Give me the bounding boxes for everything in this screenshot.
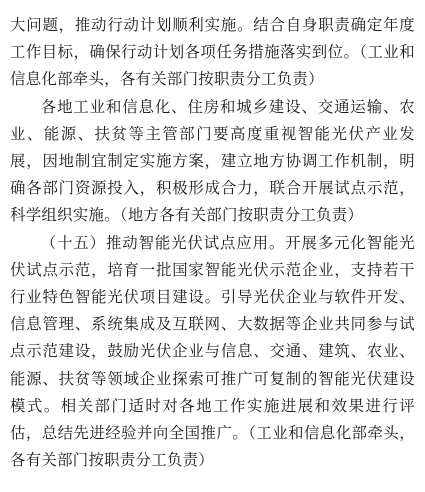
- paragraph-local-departments: 各地工业和信息化、住房和城乡建设、交通运输、农业、能源、扶贫等主管部门要高度重视智能光伏产业发展，因地制宜制定实施方案，建立地方协调工作机制，明确各部门资源投入，积极形成合力，联合开展试点示范，科学组织实施。（地方各有关部门按职责分工负责）: [10, 97, 415, 225]
- paragraph-section-15: （十五）推动智能光伏试点应用。开展多元化智能光伏试点示范，培育一批国家智能光伏示范企业，支持若干行业特色智能光伏项目建设。引导光伏企业与软件开发、信息管理、系统集成及互联网、大数据等企业共同参与试点示范建设，鼓励光伏企业与信息、交通、建筑、农业、能源、扶贫等领域企业探索可推广可复制的智能光伏建设模式。相关部门适时对各地工作实施进展和效果进行评估，总结先进经验并向全国推广。（工业和信息化部牵头，各有关部门按职责分工负责）: [10, 233, 415, 470]
- paragraph-continuation: 大问题，推动行动计划顺利实施。结合自身职责确定年度工作目标，确保行动计划各项任务措施落实到位。（工业和信息化部牵头，各有关部门按职责分工负责）: [10, 16, 415, 89]
